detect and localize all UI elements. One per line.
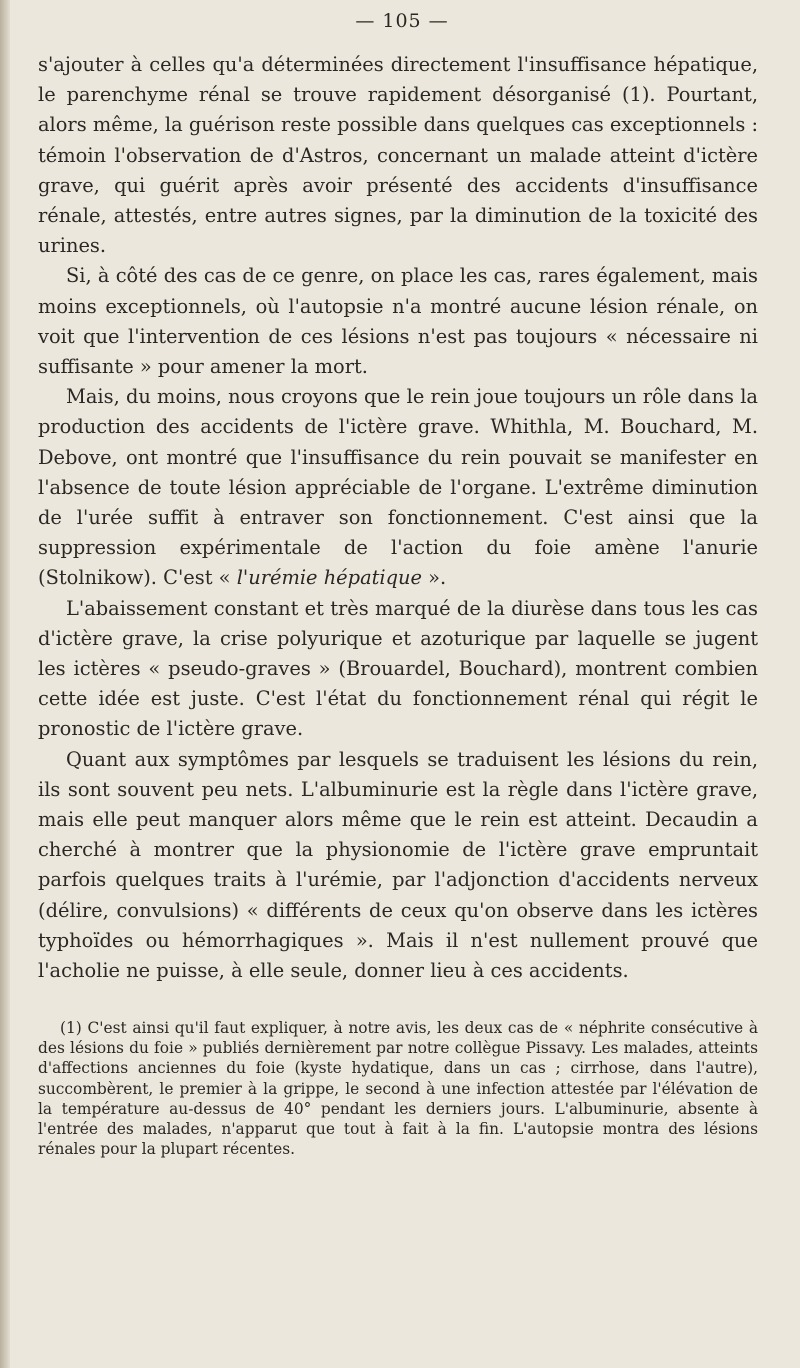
paragraph-3-emphasis: l'urémie hépatique <box>236 566 423 590</box>
main-text <box>38 50 758 986</box>
paragraph-5: Quant aux symptômes par lesquels se traduisent les lésions du rein, ils sont souvent peu nets. L'albuminurie est la règle dans l'ictère grave, mais elle peut manquer alors même que le rein est atteint. Decaudin a cherché à montrer que la physionomie de l'ictère grave empruntait parfois quelques traits à l'urémie, par l'adjonction d'accidents nerveux (délire, convulsions) « différents de ceux qu'on observe dans les ictères typhoïdes ou hémorrhagiques ». Mais il n'est nullement prouvé que l'acholie ne puisse, à elle seule, donner lieu à ces accidents. <box>38 747 758 983</box>
book-page <box>38 0 766 1368</box>
page-edge-shadow <box>0 0 10 1368</box>
paragraph-2: Si, à côté des cas de ce genre, on place les cas, rares également, mais moins exceptionnels, où l'autopsie n'a montré aucune lésion rénale, on voit que l'intervention de ces lésions n'est pas toujours « nécessaire ni suffisante » pour amener la mort. <box>38 264 758 379</box>
footnote-1: (1) C'est ainsi qu'il faut expliquer, à notre avis, les deux cas de « néphrite consécutive à des lésions du foie » publiés dernièrement par notre collègue Pissavy. Les malades, atteints d'affections anciennes du foie (kyste hydatique, dans un cas ; cirrhose, dans l'autre), succombèrent, le premier à la grippe, le second à une infection attestée par l'élévation de la température au-dessus de 40° pendant les derniers jours. L'albuminurie, absente à l'entrée des malades, n'apparut que tout à fait à la fin. L'autopsie montra des lésions rénales pour la plupart récentes. <box>38 1019 758 1159</box>
paragraph-3 <box>38 382 758 593</box>
page-number: — 105 — <box>355 10 449 32</box>
paragraph-3-text: Mais, du moins, nous croyons que le rein joue toujours un rôle dans la production des accidents de l'ictère grave. Whithla, M. Bouchard, M. Debove, ont montré que l'insuffisance du rein pouvait se manifester en l'absence de toute lésion appréciable de l'organe. L'extrême diminution de l'urée suffit à entraver son fonctionnement. C'est ainsi que la suppression expérimentale de l'action du foie amène l'anurie (Stolnikow). C'est « <box>38 385 758 590</box>
footnotes <box>38 1018 758 1159</box>
paragraph-4: L'abaissement constant et très marqué de la diurèse dans tous les cas d'ictère grave, la crise polyurique et azoturique par laquelle se jugent les ictères « pseudo-graves » (Brouardel, Bouchard), montrent combien cette idée est juste. C'est l'état du fonctionnement rénal qui régit le pronostic de l'ictère grave. <box>38 596 758 741</box>
paragraph-3-end: ». <box>422 566 447 590</box>
paragraph-1: s'ajouter à celles qu'a déterminées directement l'insuffisance hépatique, le parenchyme rénal se trouve rapidement désorganisé (1). Pourtant, alors même, la guérison reste possible dans quelques cas exceptionnels : témoin l'observation de d'Astros, concernant un malade atteint d'ictère grave, qui guérit après avoir présenté des accidents d'insuffisance rénale, attestés, entre autres signes, par la diminution de la toxicité des urines. <box>38 53 758 258</box>
